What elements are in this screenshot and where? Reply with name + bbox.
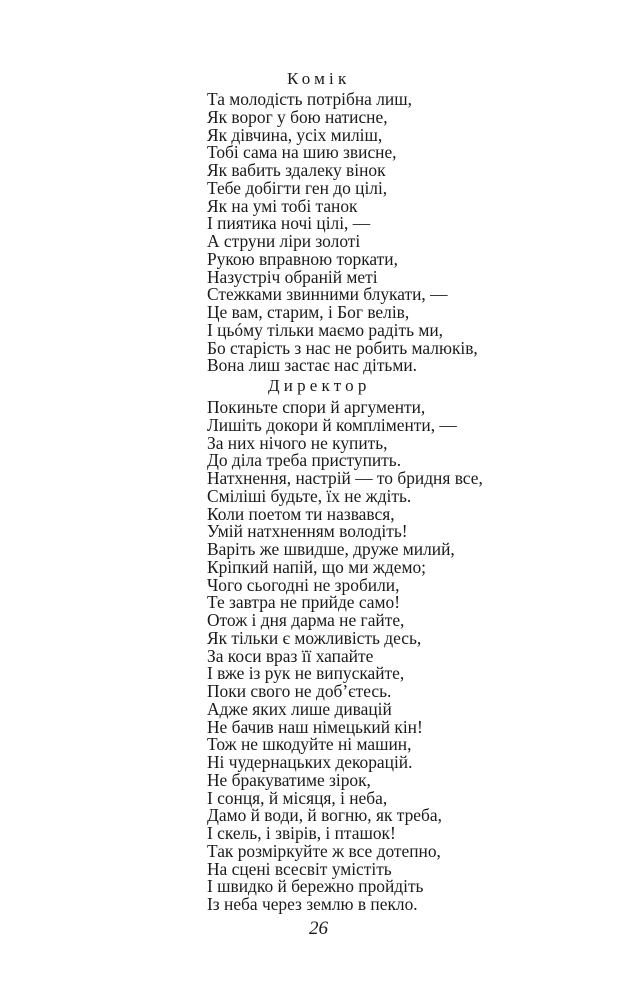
verse-line: Як тільки є можливість десь, — [207, 627, 422, 648]
page-number: 26 — [309, 918, 328, 939]
verse-line: Як дівчина, усіх миліш, — [207, 124, 383, 145]
verse-line: Чого сьогодні не зробили, — [207, 574, 400, 595]
verse-line: І швидко й бережно пройдіть — [207, 876, 424, 897]
verse-line: Так розміркуйте ж все дотепно, — [207, 840, 441, 861]
verse-line: І скель, і звірів, і пташок! — [207, 823, 396, 843]
verse-line: Вона лиш застає нас дітьми. — [207, 355, 418, 376]
verse-line: Не бачив наш німецький кін! — [207, 716, 423, 737]
verse-line: Варіть же швидше, друже милий, — [207, 539, 455, 559]
verse-line: На сцені всесвіт умістіть — [207, 858, 392, 879]
verse-line: Натхнення, настрій — то бридня все, — [207, 468, 483, 488]
verse-line: Стежками звинними блукати, — — [207, 284, 448, 305]
verse-line: Те завтра не прийде само! — [207, 592, 401, 613]
verse-line: Рукою вправною торкати, — [207, 248, 398, 269]
verse-line: Як вабить здалеку вінок — [207, 160, 386, 180]
speaker-name-comic: Комік — [287, 69, 351, 88]
verse-line: Ні чудернацьких декорацій. — [207, 752, 413, 772]
verse-line: Бо старість з нас не робить малюків, — [207, 337, 478, 358]
verse-line: Дамо й води, й вогню, як треба, — [207, 805, 442, 826]
verse-line: Як на умі тобі танок — [207, 195, 358, 216]
verse-line: Тебе добігти ген до цілі, — [207, 177, 388, 198]
verse-line: Сміліші будьте, їх не ждіть. — [207, 485, 412, 506]
comic-verse — [207, 91, 478, 375]
verse-line: Отож і дня дарма не гайте, — [207, 610, 405, 630]
verse-line: І сонця, й місяця, і неба, — [207, 787, 388, 808]
verse-line: Як ворог у бою натисне, — [207, 106, 388, 127]
verse-line: Та молодість потрібна лиш, — [207, 89, 412, 109]
verse-line: Кріпкий напій, що ми ждемо; — [207, 556, 426, 577]
verse-line: До діла треба приступить. — [207, 450, 402, 471]
verse-line: За них нічого не купить, — [207, 432, 388, 453]
verse-line: Коли поетом ти назвався, — [207, 503, 395, 524]
verse-line: Адже яких лише дивацій — [207, 698, 392, 719]
verse-line: За коси враз її хапайте — [207, 645, 374, 666]
verse-line: Тож не шкодуйте ні машин, — [207, 734, 412, 755]
verse-line: Тобі сама на шию звисне, — [207, 142, 397, 163]
verse-line: І пиятика ночі цілі, — — [207, 213, 371, 234]
verse-line: Лишіть докори й компліменти, — — [207, 414, 457, 435]
speaker-name-director: Директор — [268, 376, 371, 395]
verse-line: Поки свого не доб’єтесь. — [207, 681, 392, 701]
verse-line: Не бракуватиме зірок, — [207, 769, 371, 790]
director-verse — [207, 399, 483, 914]
verse-line: Із неба через землю в пекло. — [207, 894, 418, 914]
verse-line: Це вам, старим, і Бог велів, — [207, 302, 410, 322]
verse-line: І цьóму тільки маємо радіть ми, — [207, 319, 444, 340]
verse-line: А струни ліри золоті — [207, 231, 361, 251]
verse-line: Назустріч обраній меті — [207, 266, 378, 287]
verse-line: І вже із рук не випускайте, — [207, 663, 405, 684]
verse-line: Покиньте спори й аргументи, — [207, 397, 426, 417]
verse-line: Умій натхненням володіть! — [207, 521, 408, 542]
